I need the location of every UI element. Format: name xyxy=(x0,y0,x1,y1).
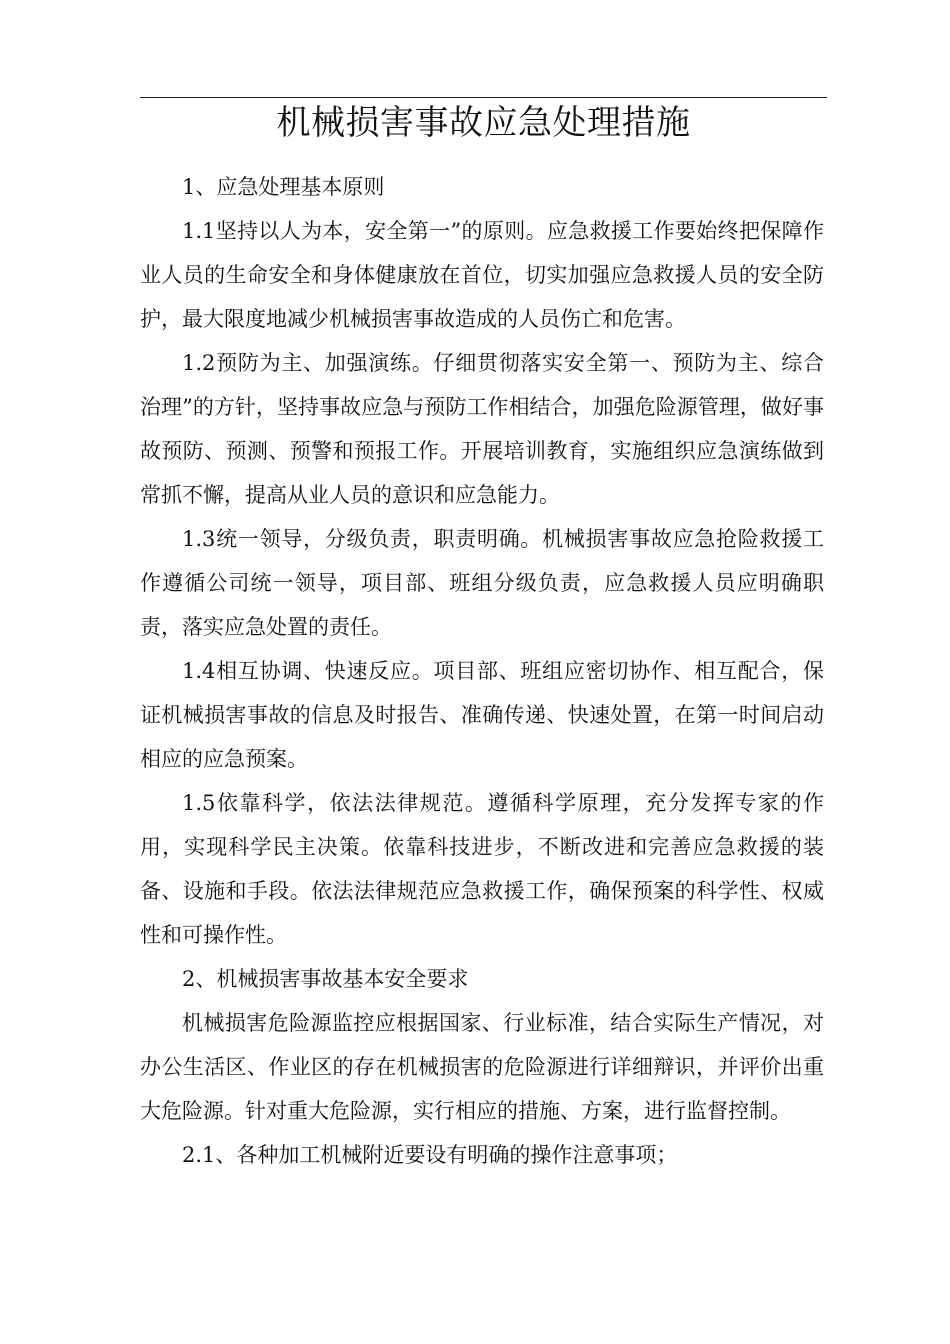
paragraph-1-4: 1.4相互协调、快速反应。项目部、班组应密切协作、相互配合，保证机械损害事故的信息及时报告、准确传递、快速处置，在第一时间启动相应的应急预案。 xyxy=(140,659,824,771)
paragraph-1-1: 1.1坚持以人为本，安全第一”的原则。应急救援工作要始终把保障作业人员的生命安全和身体健康放在首位，切实加强应急救援人员的安全防护，最大限度地减少机械损害事故造成的人员伤亡和危害。 xyxy=(140,219,824,331)
section-heading-1: 1、应急处理基本原则 xyxy=(182,175,385,199)
section-heading-2: 2、机械损害事故基本安全要求 xyxy=(182,967,469,991)
paragraph-1-2: 1.2预防为主、加强演练。仔细贯彻落实安全第一、预防为主、综合治理”的方针，坚持事故应急与预防工作相结合，加强危险源管理，做好事故预防、预测、预警和预报工作。开展培训教育，实施组织应急演练做到常抓不懈，提高从业人员的意识和应急能力。 xyxy=(140,351,824,507)
paragraph-1-3: 1.3统一领导，分级负责，职责明确。机械损害事故应急抢险救援工作遵循公司统一领导，项目部、班组分级负责，应急救援人员应明确职责，落实应急处置的责任。 xyxy=(140,527,824,639)
document-title: 机械损害事故应急处理措施 xyxy=(276,103,691,143)
document-body xyxy=(140,165,824,1177)
paragraph-2-intro: 机械损害危险源监控应根据国家、行业标准，结合实际生产情况，对办公生活区、作业区的存在机械损害的危险源进行详细辩识，并评价出重大危险源。针对重大危险源，实行相应的措施、方案，进行监督控制。 xyxy=(140,1011,824,1123)
paragraph-2-1: 2.1、各种加工机械附近要设有明确的操作注意事项； xyxy=(182,1143,678,1167)
paragraph-1-5: 1.5依靠科学，依法法律规范。遵循科学原理，充分发挥专家的作用，实现科学民主决策。依靠科技进步，不断改进和完善应急救援的装备、设施和手段。依法法律规范应急救援工作，确保预案的科学性、权威性和可操作性。 xyxy=(140,791,824,947)
header-rule xyxy=(140,97,827,98)
